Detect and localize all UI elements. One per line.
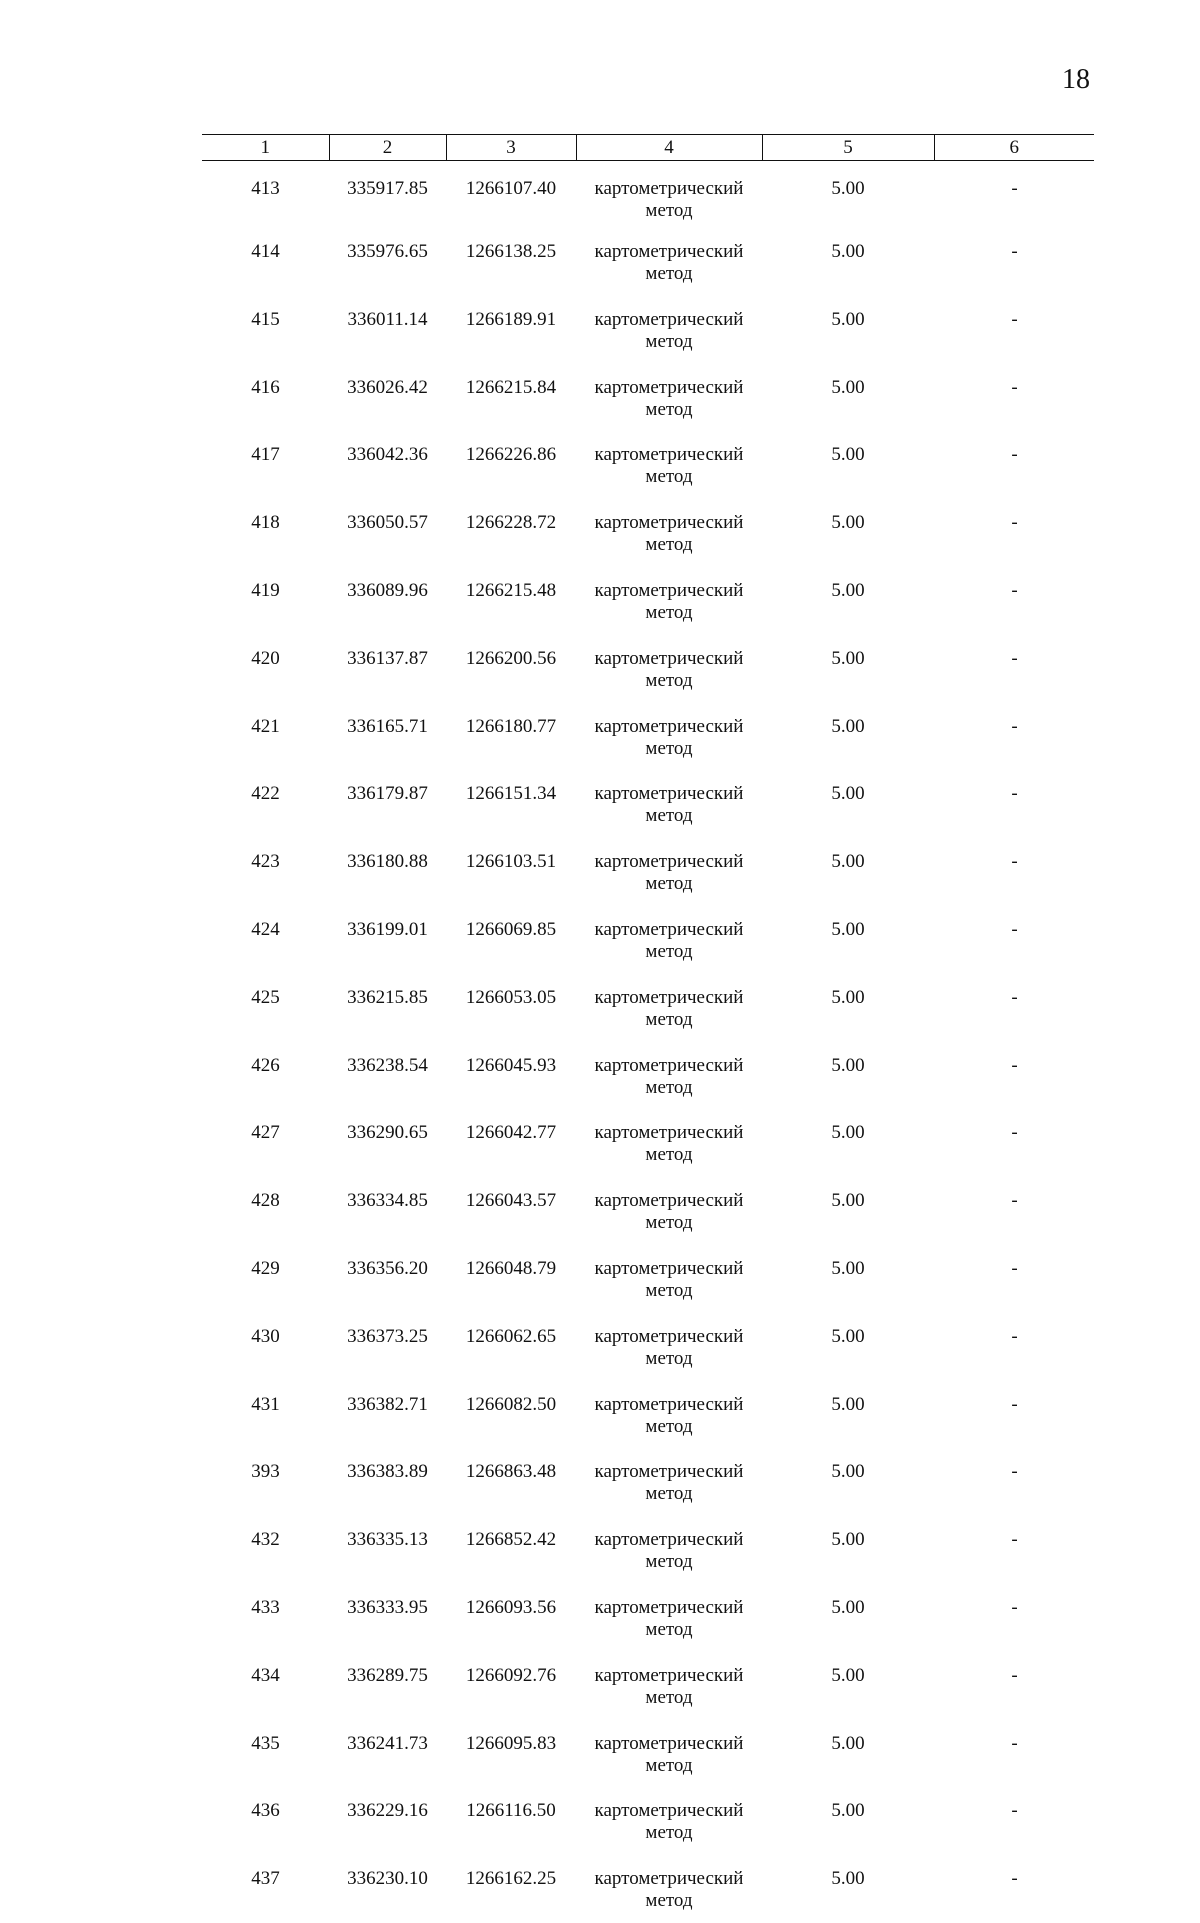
- method-line-1: картометрический: [594, 1325, 744, 1347]
- point-number-cell: 415: [251, 308, 280, 330]
- method-line-2: метод: [645, 330, 693, 352]
- x-coordinate-cell: 336383.89: [347, 1461, 428, 1483]
- y-coordinate-cell: 1266095.83: [465, 1732, 557, 1754]
- y-coordinate-cell: 1266062.65: [465, 1325, 557, 1347]
- x-coordinate-cell: 336289.75: [347, 1664, 428, 1686]
- note-cell: -: [1011, 241, 1018, 262]
- method-cell: [576, 1313, 762, 1381]
- method-line-1: картометрический: [594, 1122, 744, 1144]
- method-line-1: картометрический: [594, 1664, 744, 1686]
- note-cell: -: [1011, 851, 1018, 873]
- y-coordinate-cell: 1266042.77: [465, 1122, 557, 1144]
- accuracy-cell: 5.00: [831, 1190, 865, 1212]
- point-number-cell: 430: [251, 1325, 280, 1347]
- method-line-2: метод: [645, 1076, 693, 1098]
- accuracy-cell: 5.00: [831, 1529, 865, 1551]
- accuracy-cell: 5.00: [831, 783, 865, 805]
- table-row: [202, 974, 1094, 1042]
- table-row: [202, 1787, 1094, 1855]
- y-coordinate-cell: 1266043.57: [465, 1190, 557, 1212]
- point-number-cell: 424: [251, 918, 280, 940]
- note-cell: -: [1011, 1257, 1018, 1279]
- x-coordinate-cell: 336215.85: [347, 986, 428, 1008]
- x-coordinate-cell: 336199.01: [347, 918, 428, 940]
- table-row: [202, 364, 1094, 432]
- note-cell: -: [1011, 1732, 1018, 1754]
- method-line-2: метод: [645, 200, 693, 221]
- method-line-2: метод: [645, 601, 693, 623]
- y-coordinate-cell: 1266053.05: [465, 986, 557, 1008]
- accuracy-cell: 5.00: [831, 178, 865, 199]
- coordinates-table: [202, 134, 1094, 1923]
- method-line-2: метод: [645, 1551, 693, 1573]
- table-row: [202, 296, 1094, 364]
- point-number-cell: 420: [251, 647, 280, 669]
- x-coordinate-cell: 336333.95: [347, 1596, 428, 1618]
- note-cell: -: [1011, 1325, 1018, 1347]
- y-coordinate-cell: 1266092.76: [465, 1664, 557, 1686]
- method-line-1: картометрический: [594, 1800, 744, 1822]
- method-line-1: картометрический: [594, 241, 744, 262]
- method-line-2: метод: [645, 1415, 693, 1437]
- y-coordinate-cell: 1266045.93: [465, 1054, 557, 1076]
- method-cell: [576, 635, 762, 703]
- method-cell: [576, 1177, 762, 1245]
- x-coordinate-cell: 336334.85: [347, 1190, 428, 1212]
- method-cell: [576, 1245, 762, 1313]
- point-number-cell: 417: [251, 444, 280, 466]
- table-row: [202, 1109, 1094, 1177]
- method-line-2: метод: [645, 1618, 693, 1640]
- x-coordinate-cell: 336382.71: [347, 1393, 428, 1415]
- note-cell: -: [1011, 1461, 1018, 1483]
- method-line-1: картометрический: [594, 1732, 744, 1754]
- table-row: [202, 770, 1094, 838]
- y-coordinate-cell: 1266093.56: [465, 1596, 557, 1618]
- method-line-1: картометрический: [594, 1868, 744, 1890]
- method-line-1: картометрический: [594, 308, 744, 330]
- table-row: [202, 1042, 1094, 1110]
- y-coordinate-cell: 1266103.51: [465, 851, 557, 873]
- method-line-2: метод: [645, 1347, 693, 1369]
- y-coordinate-cell: 1266228.72: [465, 512, 557, 534]
- x-coordinate-cell: 336179.87: [347, 783, 428, 805]
- x-coordinate-cell: 336230.10: [347, 1868, 428, 1890]
- point-number-cell: 437: [251, 1868, 280, 1890]
- method-line-2: метод: [645, 805, 693, 827]
- point-number-cell: 434: [251, 1664, 280, 1686]
- header-row: [202, 135, 1094, 161]
- note-cell: -: [1011, 178, 1018, 199]
- accuracy-cell: 5.00: [831, 986, 865, 1008]
- y-coordinate-cell: 1266107.40: [465, 178, 557, 199]
- point-number-cell: 436: [251, 1800, 280, 1822]
- y-coordinate-cell: 1266200.56: [465, 647, 557, 669]
- y-coordinate-cell: 1266852.42: [465, 1529, 557, 1551]
- note-cell: -: [1011, 1596, 1018, 1618]
- x-coordinate-cell: 336026.42: [347, 376, 428, 398]
- note-cell: -: [1011, 308, 1018, 330]
- method-line-1: картометрический: [594, 851, 744, 873]
- method-cell: [576, 1109, 762, 1177]
- y-coordinate-cell: 1266226.86: [465, 444, 557, 466]
- x-coordinate-cell: 336373.25: [347, 1325, 428, 1347]
- method-line-1: картометрический: [594, 178, 744, 199]
- note-cell: -: [1011, 444, 1018, 466]
- accuracy-cell: 5.00: [831, 1596, 865, 1618]
- method-line-1: картометрический: [594, 1529, 744, 1551]
- point-number-cell: 432: [251, 1529, 280, 1551]
- method-line-2: метод: [645, 1279, 693, 1301]
- table-row: [202, 906, 1094, 974]
- method-line-1: картометрический: [594, 1461, 744, 1483]
- note-cell: -: [1011, 512, 1018, 534]
- x-coordinate-cell: 336011.14: [347, 308, 428, 330]
- point-number-cell: 393: [251, 1461, 280, 1483]
- y-coordinate-cell: 1266215.48: [465, 579, 557, 601]
- accuracy-cell: 5.00: [831, 241, 865, 262]
- method-cell: [576, 431, 762, 499]
- point-number-cell: 419: [251, 579, 280, 601]
- x-coordinate-cell: 336356.20: [347, 1257, 428, 1279]
- y-coordinate-cell: 1266151.34: [465, 783, 557, 805]
- table-row: [202, 1584, 1094, 1652]
- method-cell: [576, 1042, 762, 1110]
- method-cell: [576, 1787, 762, 1855]
- accuracy-cell: 5.00: [831, 1732, 865, 1754]
- method-line-1: картометрический: [594, 1257, 744, 1279]
- point-number-cell: 416: [251, 376, 280, 398]
- method-cell: [576, 364, 762, 432]
- note-cell: -: [1011, 1393, 1018, 1415]
- column-header-1: 1: [202, 135, 329, 161]
- y-coordinate-cell: 1266863.48: [465, 1461, 557, 1483]
- note-cell: -: [1011, 376, 1018, 398]
- x-coordinate-cell: 336238.54: [347, 1054, 428, 1076]
- accuracy-cell: 5.00: [831, 1257, 865, 1279]
- x-coordinate-cell: 336165.71: [347, 715, 428, 737]
- method-cell: [576, 703, 762, 771]
- method-cell: [576, 1720, 762, 1788]
- note-cell: -: [1011, 1664, 1018, 1686]
- method-cell: [576, 838, 762, 906]
- table-row: [202, 1855, 1094, 1923]
- method-line-1: картометрический: [594, 1393, 744, 1415]
- note-cell: -: [1011, 715, 1018, 737]
- point-number-cell: 422: [251, 783, 280, 805]
- accuracy-cell: 5.00: [831, 1393, 865, 1415]
- method-line-1: картометрический: [594, 512, 744, 534]
- column-header-4: 4: [576, 135, 762, 161]
- table-row: [202, 1313, 1094, 1381]
- point-number-cell: 433: [251, 1596, 280, 1618]
- table-row: [202, 1448, 1094, 1516]
- accuracy-cell: 5.00: [831, 1122, 865, 1144]
- method-line-2: метод: [645, 1483, 693, 1505]
- accuracy-cell: 5.00: [831, 647, 865, 669]
- point-number-cell: 414: [251, 241, 280, 262]
- x-coordinate-cell: 336241.73: [347, 1732, 428, 1754]
- method-cell: [576, 770, 762, 838]
- accuracy-cell: 5.00: [831, 512, 865, 534]
- note-cell: -: [1011, 918, 1018, 940]
- table-row: [202, 1177, 1094, 1245]
- point-number-cell: 425: [251, 986, 280, 1008]
- column-header-6: 6: [934, 135, 1094, 161]
- table-body: [202, 161, 1094, 1923]
- x-coordinate-cell: 336042.36: [347, 444, 428, 466]
- method-line-2: метод: [645, 873, 693, 895]
- method-line-2: метод: [645, 1686, 693, 1708]
- table-row: [202, 635, 1094, 703]
- method-line-2: метод: [645, 263, 693, 284]
- table-row: [202, 228, 1094, 296]
- accuracy-cell: 5.00: [831, 308, 865, 330]
- y-coordinate-cell: 1266116.50: [466, 1800, 556, 1822]
- method-line-1: картометрический: [594, 579, 744, 601]
- method-line-1: картометрический: [594, 1596, 744, 1618]
- method-line-1: картометрический: [594, 1190, 744, 1212]
- x-coordinate-cell: 336290.65: [347, 1122, 428, 1144]
- accuracy-cell: 5.00: [831, 715, 865, 737]
- column-header-3: 3: [446, 135, 576, 161]
- note-cell: -: [1011, 986, 1018, 1008]
- method-cell: [576, 499, 762, 567]
- accuracy-cell: 5.00: [831, 1868, 865, 1890]
- method-cell: [576, 1516, 762, 1584]
- method-cell: [576, 1584, 762, 1652]
- method-line-1: картометрический: [594, 715, 744, 737]
- x-coordinate-cell: 336089.96: [347, 579, 428, 601]
- method-line-2: метод: [645, 1890, 693, 1912]
- point-number-cell: 413: [251, 178, 280, 199]
- method-line-2: метод: [645, 466, 693, 488]
- table-row: [202, 499, 1094, 567]
- method-line-2: метод: [645, 398, 693, 420]
- method-line-2: метод: [645, 1754, 693, 1776]
- column-header-2: 2: [329, 135, 446, 161]
- method-cell: [576, 974, 762, 1042]
- point-number-cell: 423: [251, 851, 280, 873]
- method-line-2: метод: [645, 1212, 693, 1234]
- coordinates-table-container: [202, 134, 1094, 1923]
- x-coordinate-cell: 336180.88: [347, 851, 428, 873]
- method-cell: [576, 1652, 762, 1720]
- accuracy-cell: 5.00: [831, 851, 865, 873]
- table-row: [202, 703, 1094, 771]
- method-line-1: картометрический: [594, 376, 744, 398]
- x-coordinate-cell: 336229.16: [347, 1800, 428, 1822]
- point-number-cell: 427: [251, 1122, 280, 1144]
- x-coordinate-cell: 335917.85: [347, 178, 428, 199]
- y-coordinate-cell: 1266069.85: [465, 918, 557, 940]
- method-line-1: картометрический: [594, 647, 744, 669]
- method-cell: [576, 906, 762, 974]
- table-row: [202, 1516, 1094, 1584]
- method-line-2: метод: [645, 940, 693, 962]
- method-line-1: картометрический: [594, 444, 744, 466]
- table-row: [202, 1381, 1094, 1449]
- method-cell: [576, 296, 762, 364]
- method-line-2: метод: [645, 1144, 693, 1166]
- note-cell: -: [1011, 1800, 1018, 1822]
- accuracy-cell: 5.00: [831, 376, 865, 398]
- method-line-2: метод: [645, 1008, 693, 1030]
- table-row: [202, 1245, 1094, 1313]
- table-row: [202, 1652, 1094, 1720]
- method-line-2: метод: [645, 534, 693, 556]
- table-header: [202, 135, 1094, 161]
- point-number-cell: 428: [251, 1190, 280, 1212]
- point-number-cell: 421: [251, 715, 280, 737]
- method-cell: [576, 228, 762, 296]
- table-row: [202, 161, 1094, 229]
- note-cell: -: [1011, 1868, 1018, 1890]
- accuracy-cell: 5.00: [831, 1800, 865, 1822]
- y-coordinate-cell: 1266189.91: [465, 308, 557, 330]
- point-number-cell: 429: [251, 1257, 280, 1279]
- x-coordinate-cell: 336335.13: [347, 1529, 428, 1551]
- method-line-1: картометрический: [594, 1054, 744, 1076]
- x-coordinate-cell: 336137.87: [347, 647, 428, 669]
- accuracy-cell: 5.00: [831, 579, 865, 601]
- y-coordinate-cell: 1266162.25: [465, 1868, 557, 1890]
- point-number-cell: 435: [251, 1732, 280, 1754]
- note-cell: -: [1011, 1054, 1018, 1076]
- y-coordinate-cell: 1266138.25: [465, 241, 557, 262]
- method-cell: [576, 1448, 762, 1516]
- accuracy-cell: 5.00: [831, 1325, 865, 1347]
- method-line-2: метод: [645, 669, 693, 691]
- table-row: [202, 567, 1094, 635]
- page-number: 18: [1062, 64, 1090, 95]
- accuracy-cell: 5.00: [831, 1461, 865, 1483]
- note-cell: -: [1011, 1529, 1018, 1551]
- y-coordinate-cell: 1266082.50: [465, 1393, 557, 1415]
- table-row: [202, 838, 1094, 906]
- accuracy-cell: 5.00: [831, 444, 865, 466]
- method-line-1: картометрический: [594, 986, 744, 1008]
- method-line-1: картометрический: [594, 918, 744, 940]
- method-line-2: метод: [645, 737, 693, 759]
- accuracy-cell: 5.00: [831, 918, 865, 940]
- y-coordinate-cell: 1266048.79: [465, 1257, 557, 1279]
- table-row: [202, 1720, 1094, 1788]
- note-cell: -: [1011, 1190, 1018, 1212]
- y-coordinate-cell: 1266215.84: [465, 376, 557, 398]
- method-cell: [576, 567, 762, 635]
- method-cell: [576, 161, 762, 229]
- method-line-2: метод: [645, 1822, 693, 1844]
- x-coordinate-cell: 335976.65: [347, 241, 428, 262]
- note-cell: -: [1011, 647, 1018, 669]
- accuracy-cell: 5.00: [831, 1054, 865, 1076]
- method-cell: [576, 1381, 762, 1449]
- point-number-cell: 426: [251, 1054, 280, 1076]
- point-number-cell: 418: [251, 512, 280, 534]
- table-row: [202, 431, 1094, 499]
- method-line-1: картометрический: [594, 783, 744, 805]
- note-cell: -: [1011, 783, 1018, 805]
- column-header-5: 5: [762, 135, 934, 161]
- note-cell: -: [1011, 579, 1018, 601]
- accuracy-cell: 5.00: [831, 1664, 865, 1686]
- method-cell: [576, 1855, 762, 1923]
- point-number-cell: 431: [251, 1393, 280, 1415]
- y-coordinate-cell: 1266180.77: [465, 715, 557, 737]
- note-cell: -: [1011, 1122, 1018, 1144]
- x-coordinate-cell: 336050.57: [347, 512, 428, 534]
